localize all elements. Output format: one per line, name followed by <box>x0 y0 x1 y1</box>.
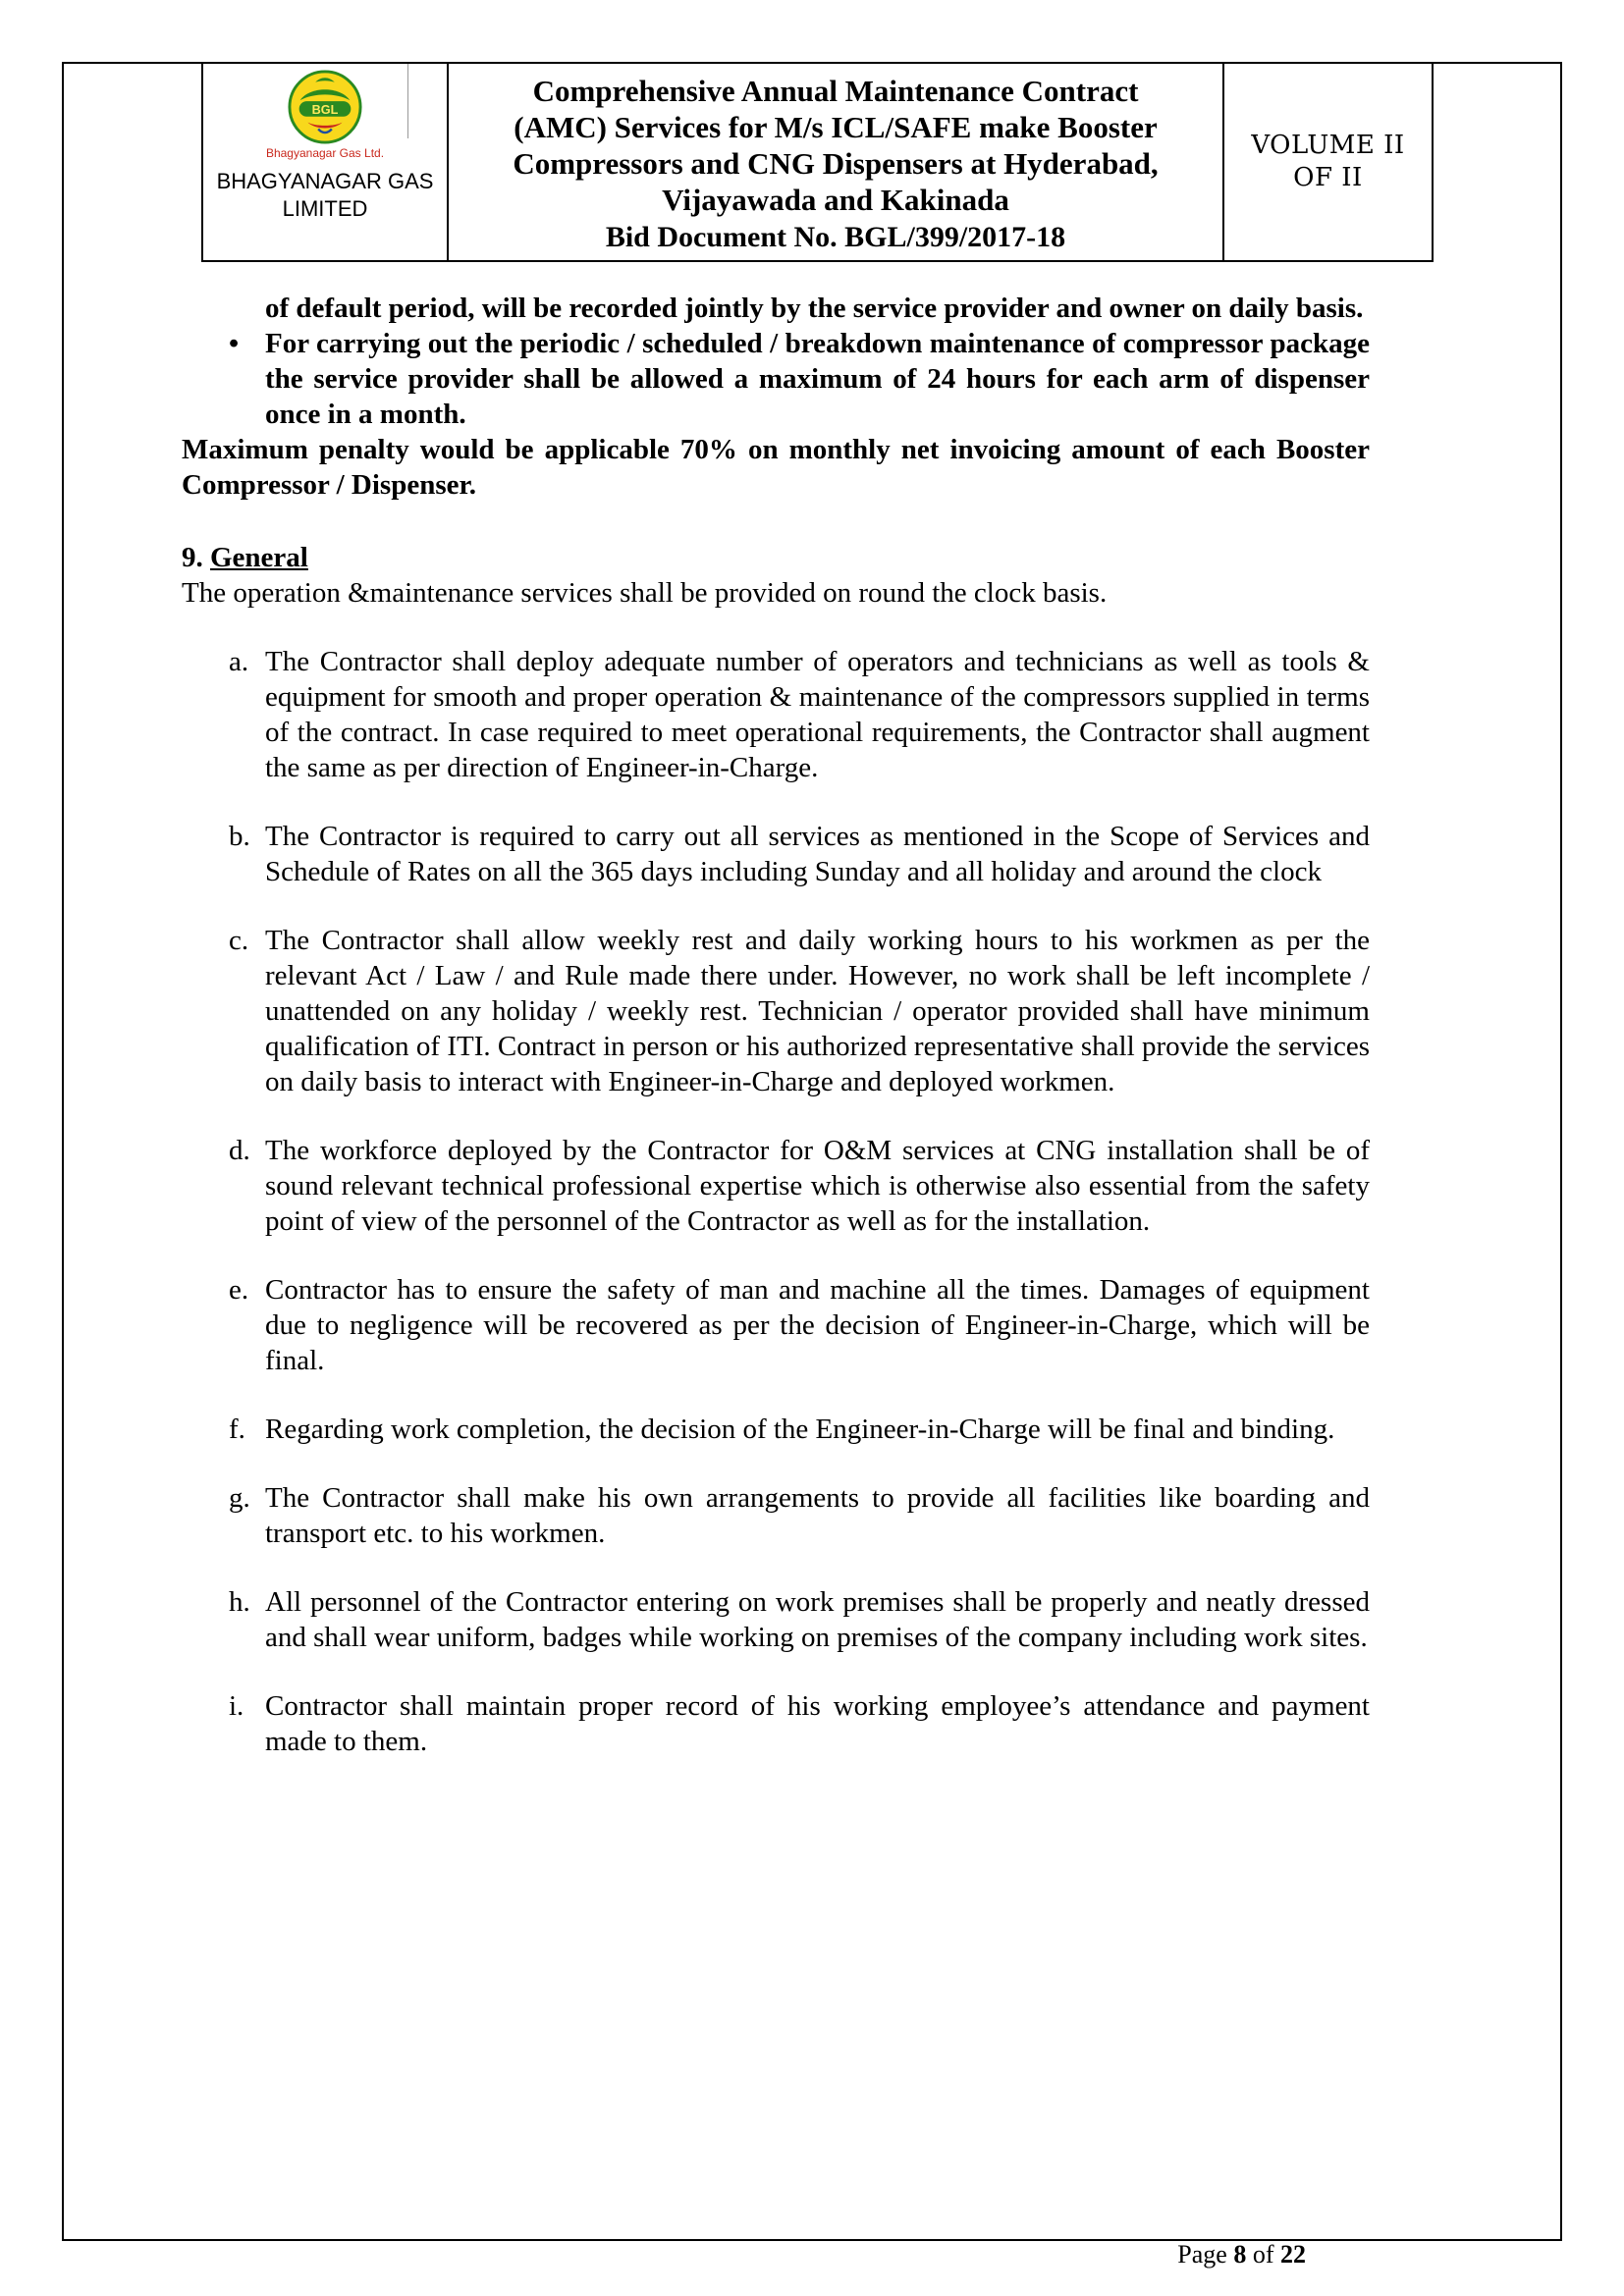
page-number: 8 <box>1233 2240 1247 2269</box>
list-item-text: The workforce deployed by the Contractor for O&M services at CNG installation shall be of sound relevant technical professional expertise which is otherwise also essential from the safety point of view of the personnel of the Contractor as well as for the installation. <box>265 1135 1370 1237</box>
list-item <box>229 923 1370 1099</box>
total-pages: 22 <box>1280 2240 1306 2269</box>
title-cell <box>448 63 1223 261</box>
intro-paragraph: The operation &maintenance services shall be provided on round the clock basis. <box>182 577 1108 609</box>
bullet-text: For carrying out the periodic / scheduled / breakdown maintenance of compressor package the service provider shall be allowed a maximum of 24 hours for each arm of dispenser once in a month. <box>265 328 1370 430</box>
list-item-marker: c. <box>229 925 249 956</box>
list-item-marker: f. <box>229 1414 245 1445</box>
logo-subtext: Bhagyanagar Gas Ltd. <box>265 146 385 160</box>
section-number: 9. <box>182 542 203 573</box>
volume-label <box>1224 130 1432 194</box>
list-item-text: Regarding work completion, the decision of the Engineer-in-Charge will be final and binding. <box>265 1414 1335 1445</box>
logo-cell <box>202 63 448 261</box>
list-item <box>229 1272 1370 1378</box>
list-item-marker: a. <box>229 646 249 677</box>
document-title-line: Vijayawada and Kakinada <box>662 183 1009 217</box>
list-item <box>229 1412 1370 1447</box>
list-item-marker: g. <box>229 1482 250 1514</box>
page-border <box>62 62 1562 2269</box>
ordered-list <box>182 644 1370 1759</box>
list-item-marker: e. <box>229 1274 249 1306</box>
volume-cell <box>1223 63 1433 261</box>
body-content <box>64 275 1560 1759</box>
continuation-paragraph: of default period, will be recorded jointly by the service provider and owner on daily basis. <box>265 293 1364 324</box>
list-item-text: The Contractor shall deploy adequate number of operators and technicians as well as tools & equipment for smooth and proper operation & maintenance of the compressors supplied in terms of the contract. In case required to meet operational requirements, the Contractor shall augment the same as per direction of Engineer-in-Charge. <box>265 646 1370 783</box>
list-item-marker: i. <box>229 1690 244 1722</box>
org-name-line1: BHAGYANAGAR GAS <box>216 169 434 193</box>
list-item <box>229 1133 1370 1239</box>
org-name-line2: LIMITED <box>282 196 368 221</box>
penalty-paragraph: Maximum penalty would be applicable 70% on monthly net invoicing amount of each Booster Compressor / Dispenser. <box>182 434 1370 501</box>
list-item <box>229 819 1370 889</box>
list-item-text: Contractor has to ensure the safety of man and machine all the times. Damages of equipment due to negligence will be recovered as per the decision of Engineer-in-Charge, which will be final. <box>265 1274 1370 1376</box>
org-name <box>207 168 443 223</box>
list-item <box>229 1584 1370 1655</box>
volume-line2: OF II <box>1293 163 1363 192</box>
list-item-text: The Contractor shall make his own arrangements to provide all facilities like boarding and transport etc. to his workmen. <box>265 1482 1370 1549</box>
logo-monogram: BGL <box>311 102 339 117</box>
bid-document-no: Bid Document No. BGL/399/2017-18 <box>605 221 1066 253</box>
list-item <box>229 644 1370 785</box>
document-title-line: (AMC) Services for M/s ICL/SAFE make Booster <box>514 110 1158 144</box>
list-item-marker: b. <box>229 821 250 852</box>
list-item <box>229 1688 1370 1759</box>
list-item-text: Contractor shall maintain proper record of his working employee’s attendance and payment made to them. <box>265 1690 1370 1757</box>
document-title-line: Comprehensive Annual Maintenance Contract <box>532 74 1139 108</box>
bullet-marker: • <box>229 328 240 359</box>
section-title: General <box>210 542 308 573</box>
header-table <box>201 62 1434 262</box>
list-item <box>229 1480 1370 1551</box>
bullet-item <box>229 326 1370 432</box>
page-label: Page <box>1177 2240 1227 2269</box>
list-item-text: All personnel of the Contractor entering on work premises shall be properly and neatly dressed and shall wear uniform, badges while working on premises of the company including work sites. <box>265 1586 1370 1653</box>
list-item-text: The Contractor is required to carry out all services as mentioned in the Scope of Services and Schedule of Rates on all the 365 days including Sunday and all holiday and around the clock <box>265 821 1370 887</box>
bgl-logo-icon <box>287 69 363 145</box>
list-item-marker: h. <box>229 1586 250 1618</box>
list-item-text: The Contractor shall allow weekly rest and daily working hours to his workmen as per the relevant Act / Law / and Rule made there under. However, no work shall be left incomplete / unattended on any holiday / weekly rest. Technician / operator provided shall have minimum qualification of ITI. Contract in person or his authorized representative shall provide the services on daily basis to interact with Engineer-in-Charge and deployed workmen. <box>265 925 1370 1097</box>
of-label: of <box>1252 2240 1274 2269</box>
list-item-marker: d. <box>229 1135 250 1166</box>
volume-line1: VOLUME II <box>1251 131 1405 160</box>
logo-divider <box>407 64 408 138</box>
page-footer <box>1177 2239 1306 2270</box>
document-title-line: Compressors and CNG Dispensers at Hyderabad, <box>513 146 1159 181</box>
section-heading <box>182 540 1370 575</box>
